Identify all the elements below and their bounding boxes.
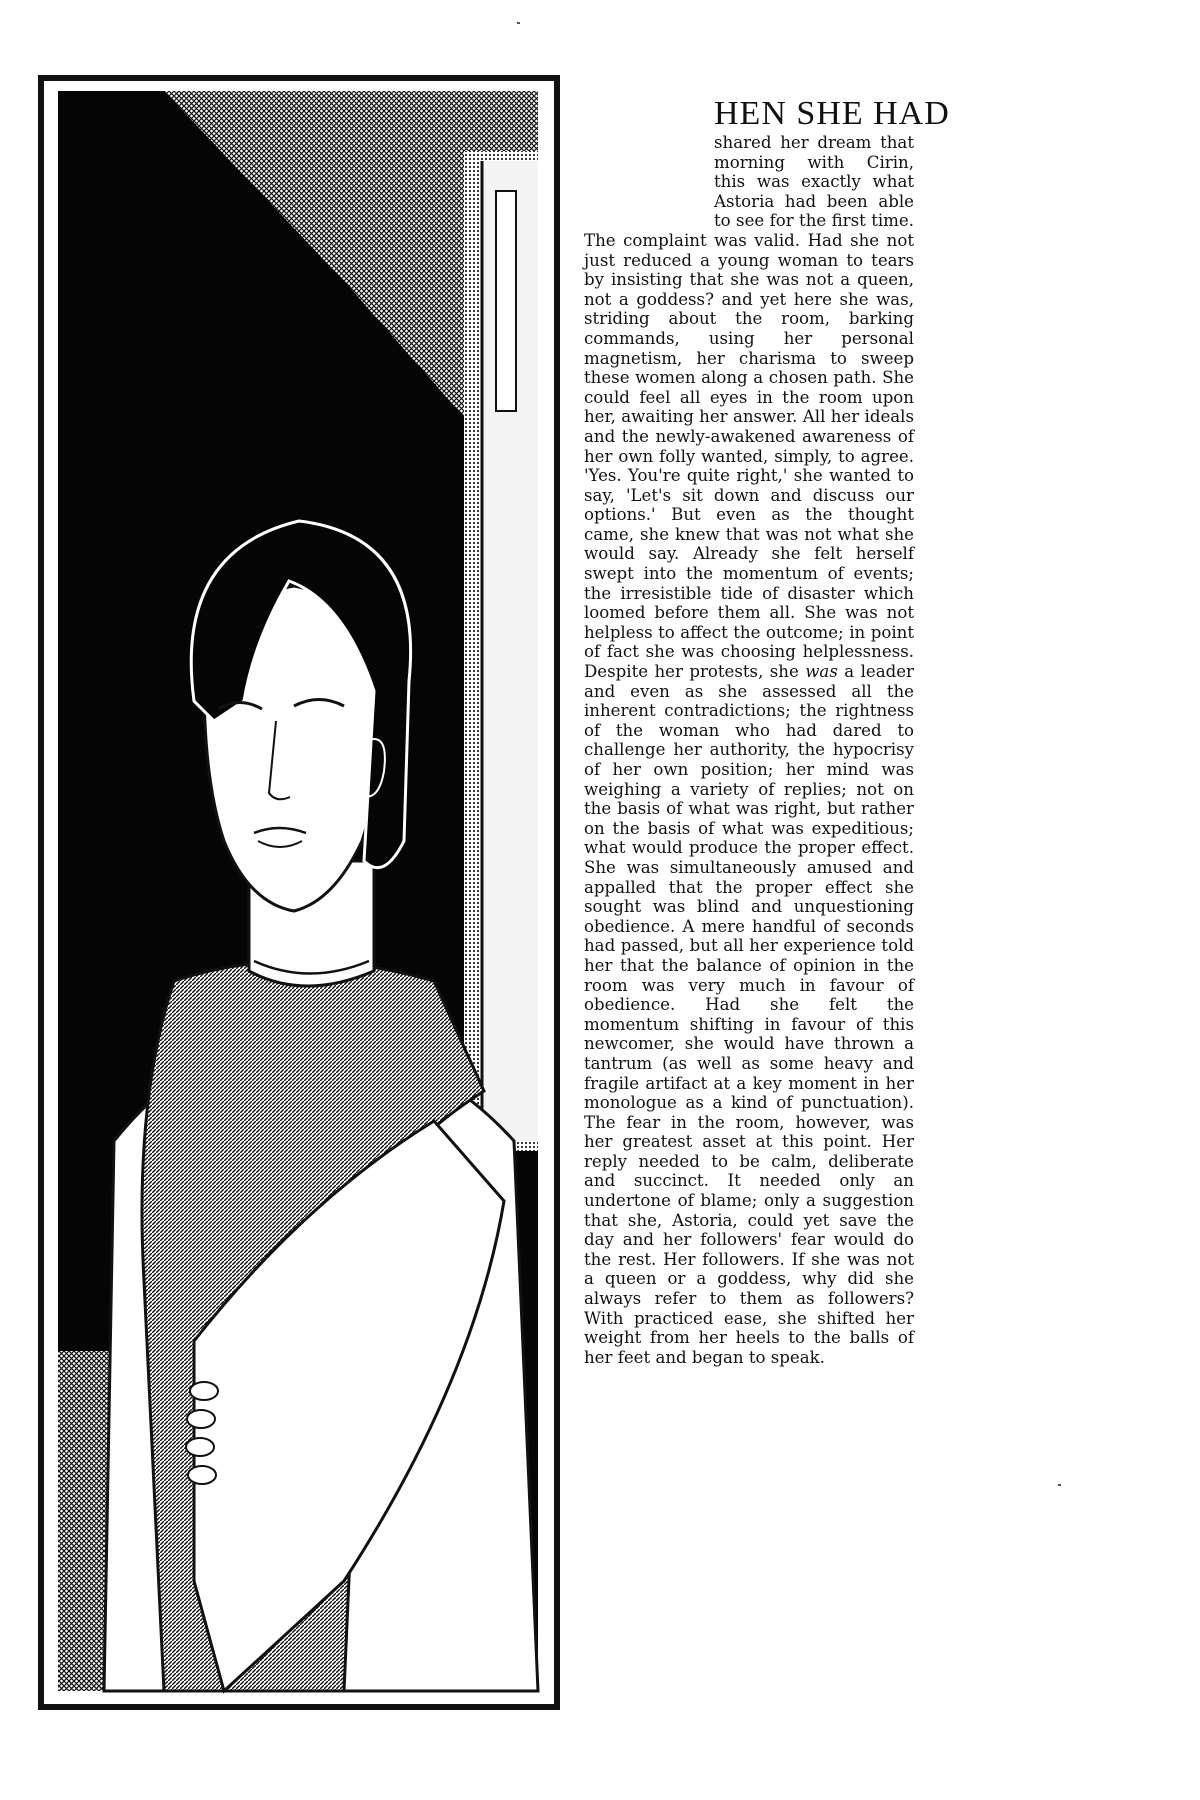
story-text-column <box>584 95 950 1367</box>
story-lede: HEN SHE HAD <box>714 95 950 132</box>
paper-speck <box>517 22 520 24</box>
drop-cap-space <box>584 95 714 213</box>
story-paragraph <box>584 133 914 1367</box>
story-text-part-2: a leader and even as she assessed all the inherent contradictions; the rightness of the woman who had dared to challenge her authority, the hypocrisy of her own position; her mind was weighing a variety of replies; not on the basis of what was right, but rather on the basis of what was expeditious; what would produce the proper effect. She was simultaneously amused and appalled that the proper effect she sought was blind and unquestioning obedience. A mere handful of seconds had passed, but all her experience told her that the balance of opinion in the room was very much in favour of obedience. Had she felt the momentum shifting in favour of this newcomer, she would have thrown a tantrum (as well as some heavy and fragile artifact at a key moment in her monologue as a kind of punctuation). The fear in the room, however, was her greatest asset at this point. Her reply needed to be calm, deliberate and succinct. It needed only an undertone of blame; only a suggestion that she, Astoria, could yet save the day and her followers' fear would do the rest. Her followers. If she was not a queen or a goddess, why did she always refer to them as followers? With practiced ease, she shifted her weight from her heels to the balls of her feet and began to speak. <box>584 662 914 1367</box>
woman-portrait-illustration <box>44 81 554 1704</box>
paper-speck <box>1058 1484 1061 1486</box>
story-emphasis: was <box>805 662 838 682</box>
story-text-part-1: shared her dream that morning with Cirin, this was exactly what Astoria had been able to see for the first time. The complaint was valid. Had she not just reduced a young woman to tears by insisting that she was not a queen, not a goddess? and yet here she was, striding about the room, barking commands, using her personal magnetism, her charisma to sweep these women along a chosen path. She could feel all eyes in the room upon her, awaiting her answer. All her ideals and the newly-awakened awareness of her own folly wanted, simply, to agree. 'Yes. You're quite right,' she wanted to say, 'Let's sit down and discuss our options.' But even as the thought came, she knew that was not what she would say. Already she felt herself swept into the momentum of events; the irresistible tide of disaster which loomed before them all. She was not helpless to affect the outcome; in point of fact she was choosing helplessness. Despite her protests, she <box>584 133 914 682</box>
illustration-panel <box>38 75 560 1710</box>
